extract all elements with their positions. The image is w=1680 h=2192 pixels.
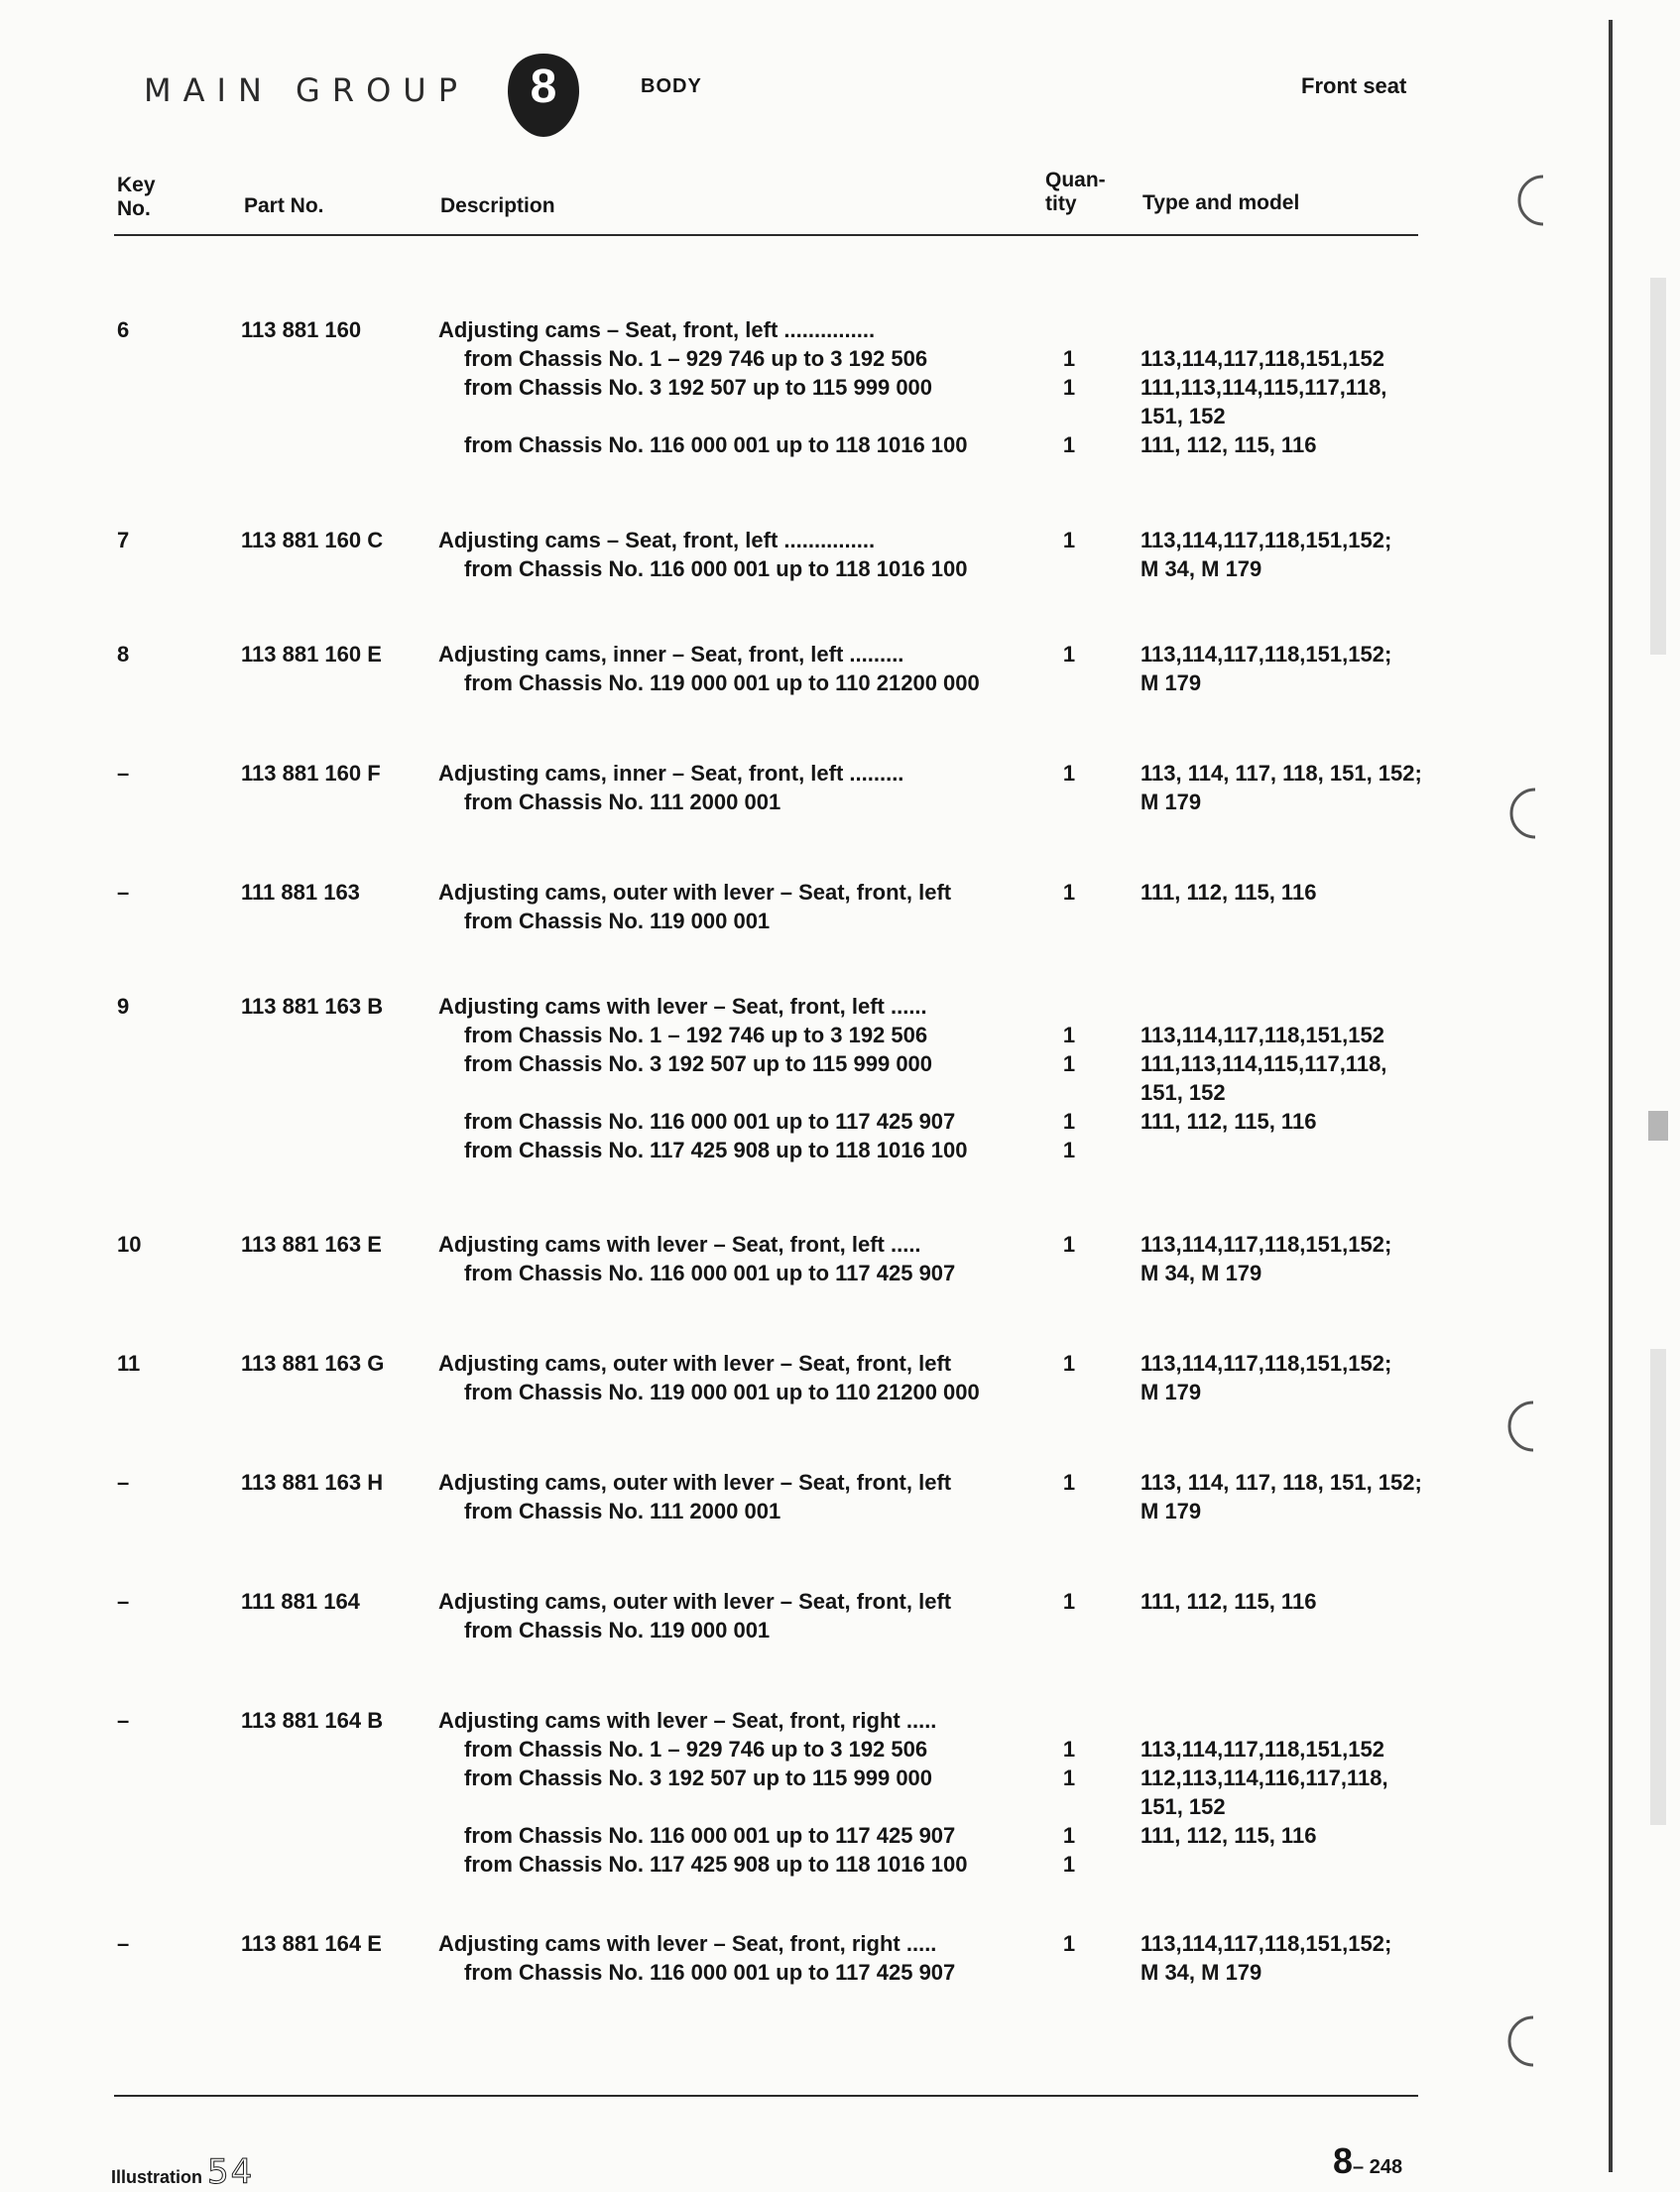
type-model-cell	[1140, 992, 1458, 1164]
type-model-value	[1140, 1616, 1458, 1644]
quantity-cell	[1049, 992, 1089, 1164]
chassis-range-text: from Chassis No. 116 000 001 up to 117 425 907	[464, 1261, 956, 1285]
type-model-cell	[1140, 1929, 1458, 1987]
footer-rule	[114, 2095, 1418, 2097]
type-model-value: 113,114,117,118,151,152;	[1140, 528, 1392, 552]
column-header-type: Type and model	[1142, 191, 1300, 214]
section-title: BODY	[641, 75, 702, 97]
description-cell	[438, 759, 1033, 816]
description-text: Adjusting cams, outer with lever – Seat, front, left	[438, 1589, 952, 1614]
part-number: 111 881 164	[241, 1589, 360, 1614]
type-model-value: 151, 152	[1140, 404, 1226, 428]
description-cell	[438, 1587, 1033, 1644]
type-model-cell	[1140, 1706, 1458, 1879]
quantity-cell	[1049, 1230, 1089, 1287]
description-text: Adjusting cams – Seat, front, left ...............	[438, 528, 876, 552]
punch-hole-icon	[1498, 784, 1547, 843]
type-model-value: 113,114,117,118,151,152;	[1140, 642, 1392, 667]
quantity-cell	[1049, 315, 1089, 459]
description-text: Adjusting cams with lever – Seat, front, left .....	[438, 1232, 921, 1257]
chassis-range-text: from Chassis No. 116 000 001 up to 117 425 907	[464, 1109, 956, 1134]
part-number: 113 881 160 C	[241, 528, 384, 552]
key-number: –	[117, 1931, 130, 1956]
chassis-range-text: from Chassis No. 116 000 001 up to 117 425 907	[464, 1823, 956, 1848]
quantity-value: 1	[1062, 1023, 1076, 1047]
quantity-value	[1049, 1958, 1089, 1987]
quantity-value	[1049, 788, 1089, 816]
type-model-value: 111, 112, 115, 116	[1140, 1589, 1317, 1614]
quantity-value	[1049, 1706, 1089, 1735]
description-text: Adjusting cams, inner – Seat, front, left .........	[438, 642, 904, 667]
quantity-value	[1049, 907, 1089, 935]
chassis-range-text: from Chassis No. 111 2000 001	[464, 790, 781, 814]
part-number: 113 881 163 E	[241, 1232, 382, 1257]
type-model-value: 111, 112, 115, 116	[1140, 432, 1317, 457]
scan-edge-noise	[1646, 20, 1670, 2172]
column-header-key	[117, 174, 156, 221]
chassis-range-text: from Chassis No. 3 192 507 up to 115 999 000	[464, 375, 933, 400]
key-number: 7	[117, 528, 130, 552]
quantity-value: 1	[1062, 880, 1076, 905]
chassis-range-text: from Chassis No. 117 425 908 up to 118 1016 100	[464, 1852, 968, 1877]
quantity-value	[1049, 1078, 1089, 1107]
chassis-range-text: from Chassis No. 119 000 001	[464, 909, 771, 933]
part-number: 113 881 160	[241, 317, 362, 342]
type-model-cell	[1140, 315, 1458, 459]
quantity-cell	[1049, 640, 1089, 697]
description-text: Adjusting cams, outer with lever – Seat, front, left	[438, 880, 952, 905]
column-header-part: Part No.	[244, 194, 324, 217]
description-cell	[438, 640, 1033, 697]
quantity-value	[1049, 992, 1089, 1021]
chassis-range-text: from Chassis No. 1 – 192 746 up to 3 192 506	[464, 1023, 928, 1047]
description-cell	[438, 526, 1033, 583]
chassis-range-text: from Chassis No. 1 – 929 746 up to 3 192 506	[464, 346, 928, 371]
column-header-quantity	[1045, 169, 1106, 216]
type-model-value	[1140, 1706, 1458, 1735]
chassis-range-text: from Chassis No. 119 000 001	[464, 1618, 771, 1643]
type-model-value: 113,114,117,118,151,152;	[1140, 1351, 1392, 1376]
quantity-value: 1	[1062, 1351, 1076, 1376]
quantity-value	[1049, 1259, 1089, 1287]
type-model-value: 113,114,117,118,151,152;	[1140, 1232, 1392, 1257]
type-model-value: 151, 152	[1140, 1080, 1226, 1105]
type-model-value	[1140, 907, 1458, 935]
description-cell	[438, 992, 1033, 1164]
type-model-value: 113,114,117,118,151,152	[1140, 346, 1384, 371]
page-number	[1333, 2140, 1402, 2182]
description-text: Adjusting cams, outer with lever – Seat, front, left	[438, 1470, 952, 1495]
description-cell	[438, 1349, 1033, 1406]
quantity-value: 1	[1062, 1931, 1076, 1956]
quantity-cell	[1049, 526, 1089, 583]
page-header	[0, 0, 1680, 159]
key-number: –	[117, 1470, 130, 1495]
type-model-cell	[1140, 878, 1458, 935]
chassis-range-text: from Chassis No. 111 2000 001	[464, 1499, 781, 1523]
illustration-reference	[111, 2152, 254, 2192]
quantity-cell	[1049, 1929, 1089, 1987]
illustration-number: 54	[207, 2152, 255, 2192]
type-model-value: M 34, M 179	[1140, 1960, 1262, 1985]
description-cell	[438, 1929, 1033, 1987]
key-number: –	[117, 1589, 130, 1614]
quantity-value: 1	[1062, 432, 1076, 457]
main-group-label: MAIN GROUP	[144, 71, 469, 109]
part-number: 113 881 164 E	[241, 1931, 382, 1956]
description-cell	[438, 878, 1033, 935]
quantity-value	[1049, 554, 1089, 583]
quantity-cell	[1049, 1706, 1089, 1879]
part-number: 113 881 164 B	[241, 1708, 384, 1733]
part-number: 113 881 160 F	[241, 761, 381, 786]
type-model-cell	[1140, 1349, 1458, 1406]
punch-hole-icon	[1496, 2011, 1545, 2071]
quantity-cell	[1049, 1468, 1089, 1525]
quantity-value: 1	[1062, 346, 1076, 371]
punch-hole-icon	[1505, 171, 1555, 230]
chassis-range-text: from Chassis No. 116 000 001 up to 118 1016 100	[464, 432, 968, 457]
description-text: Adjusting cams with lever – Seat, front, right .....	[438, 1931, 937, 1956]
quantity-value	[1049, 1378, 1089, 1406]
column-header-quantity-line1: Quan-	[1045, 169, 1106, 191]
part-number: 111 881 163	[241, 880, 360, 905]
quantity-value: 1	[1062, 1737, 1076, 1762]
key-number: –	[117, 880, 130, 905]
quantity-cell	[1049, 878, 1089, 935]
chassis-range-text: from Chassis No. 3 192 507 up to 115 999 000	[464, 1766, 933, 1790]
quantity-value	[1049, 402, 1089, 430]
description-text: Adjusting cams with lever – Seat, front, left ......	[438, 994, 927, 1019]
quantity-value: 1	[1062, 1766, 1076, 1790]
column-header-quantity-line2: tity	[1045, 192, 1077, 215]
type-model-value: 111,113,114,115,117,118,	[1140, 1051, 1387, 1076]
quantity-value: 1	[1062, 761, 1076, 786]
key-number: 9	[117, 994, 130, 1019]
quantity-value: 1	[1062, 375, 1076, 400]
group-number: 8	[530, 61, 557, 113]
type-model-cell	[1140, 640, 1458, 697]
quantity-cell	[1049, 1587, 1089, 1644]
part-number: 113 881 163 G	[241, 1351, 385, 1376]
description-text: Adjusting cams, outer with lever – Seat, front, left	[438, 1351, 952, 1376]
type-model-value: M 179	[1140, 1499, 1202, 1523]
quantity-value: 1	[1062, 528, 1076, 552]
type-model-value: M 179	[1140, 790, 1202, 814]
type-model-value: M 179	[1140, 1380, 1202, 1404]
description-cell	[438, 315, 1033, 459]
page-subject: Front seat	[1301, 73, 1407, 98]
quantity-value	[1049, 1616, 1089, 1644]
description-text: Adjusting cams, inner – Seat, front, left .........	[438, 761, 904, 786]
column-header-key-line1: Key	[117, 174, 156, 196]
chassis-range-text	[438, 402, 1033, 430]
type-model-value: 111,113,114,115,117,118,	[1140, 375, 1387, 400]
column-header-key-line2: No.	[117, 197, 151, 220]
type-model-value: 113,114,117,118,151,152	[1140, 1023, 1384, 1047]
type-model-value: 111, 112, 115, 116	[1140, 1823, 1317, 1848]
quantity-cell	[1049, 759, 1089, 816]
quantity-value	[1049, 1792, 1089, 1821]
type-model-cell	[1140, 1468, 1458, 1525]
part-number: 113 881 163 B	[241, 994, 384, 1019]
description-text: Adjusting cams – Seat, front, left ...............	[438, 317, 876, 342]
key-number: 8	[117, 642, 130, 667]
quantity-value: 1	[1062, 1823, 1076, 1848]
type-model-value: 111, 112, 115, 116	[1140, 880, 1317, 905]
quantity-value: 1	[1062, 1138, 1076, 1162]
quantity-value: 1	[1062, 1051, 1076, 1076]
key-number: –	[117, 761, 130, 786]
type-model-value	[1140, 315, 1458, 344]
quantity-value	[1049, 669, 1089, 697]
quantity-cell	[1049, 1349, 1089, 1406]
chassis-range-text	[438, 1078, 1033, 1107]
quantity-value	[1049, 315, 1089, 344]
quantity-value: 1	[1062, 1109, 1076, 1134]
quantity-value: 1	[1062, 1589, 1076, 1614]
part-number: 113 881 160 E	[241, 642, 382, 667]
chassis-range-text: from Chassis No. 116 000 001 up to 118 1016 100	[464, 556, 968, 581]
type-model-value: 151, 152	[1140, 1794, 1226, 1819]
key-number: 11	[117, 1351, 141, 1376]
column-header-description: Description	[440, 194, 555, 217]
type-model-value: 113,114,117,118,151,152	[1140, 1737, 1384, 1762]
type-model-value	[1140, 1850, 1458, 1879]
key-number: –	[117, 1708, 130, 1733]
chassis-range-text: from Chassis No. 117 425 908 up to 118 1016 100	[464, 1138, 968, 1162]
quantity-value: 1	[1062, 642, 1076, 667]
type-model-value: 113, 114, 117, 118, 151, 152;	[1140, 1470, 1422, 1495]
type-model-cell	[1140, 1587, 1458, 1644]
type-model-value: M 34, M 179	[1140, 1261, 1262, 1285]
part-number: 113 881 163 H	[241, 1470, 384, 1495]
type-model-cell	[1140, 1230, 1458, 1287]
chassis-range-text: from Chassis No. 119 000 001 up to 110 21200 000	[464, 1380, 980, 1404]
quantity-value: 1	[1062, 1470, 1076, 1495]
illustration-label: Illustration	[111, 2167, 203, 2187]
description-cell	[438, 1468, 1033, 1525]
binding-edge	[1609, 20, 1613, 2172]
type-model-value	[1140, 1136, 1458, 1164]
chassis-range-text: from Chassis No. 1 – 929 746 up to 3 192 506	[464, 1737, 928, 1762]
chassis-range-text: from Chassis No. 119 000 001 up to 110 21200 000	[464, 670, 980, 695]
type-model-value: M 34, M 179	[1140, 556, 1262, 581]
header-rule	[114, 234, 1418, 236]
chassis-range-text	[438, 1792, 1033, 1821]
quantity-value	[1049, 1497, 1089, 1525]
chassis-range-text: from Chassis No. 3 192 507 up to 115 999 000	[464, 1051, 933, 1076]
type-model-cell	[1140, 759, 1458, 816]
key-number: 10	[117, 1232, 142, 1257]
type-model-value: 113,114,117,118,151,152;	[1140, 1931, 1392, 1956]
key-number: 6	[117, 317, 130, 342]
quantity-value: 1	[1062, 1852, 1076, 1877]
type-model-value	[1140, 992, 1458, 1021]
type-model-cell	[1140, 526, 1458, 583]
page-number-main: 8	[1333, 2140, 1354, 2181]
description-cell	[438, 1706, 1033, 1879]
type-model-value: 112,113,114,116,117,118,	[1140, 1766, 1388, 1790]
page-number-suffix: – 248	[1353, 2156, 1403, 2178]
punch-hole-icon	[1496, 1397, 1545, 1456]
description-cell	[438, 1230, 1033, 1287]
type-model-value: 113, 114, 117, 118, 151, 152;	[1140, 761, 1422, 786]
quantity-value: 1	[1062, 1232, 1076, 1257]
type-model-value: 111, 112, 115, 116	[1140, 1109, 1317, 1134]
description-text: Adjusting cams with lever – Seat, front, right .....	[438, 1708, 937, 1733]
type-model-value: M 179	[1140, 670, 1202, 695]
chassis-range-text: from Chassis No. 116 000 001 up to 117 425 907	[464, 1960, 956, 1985]
